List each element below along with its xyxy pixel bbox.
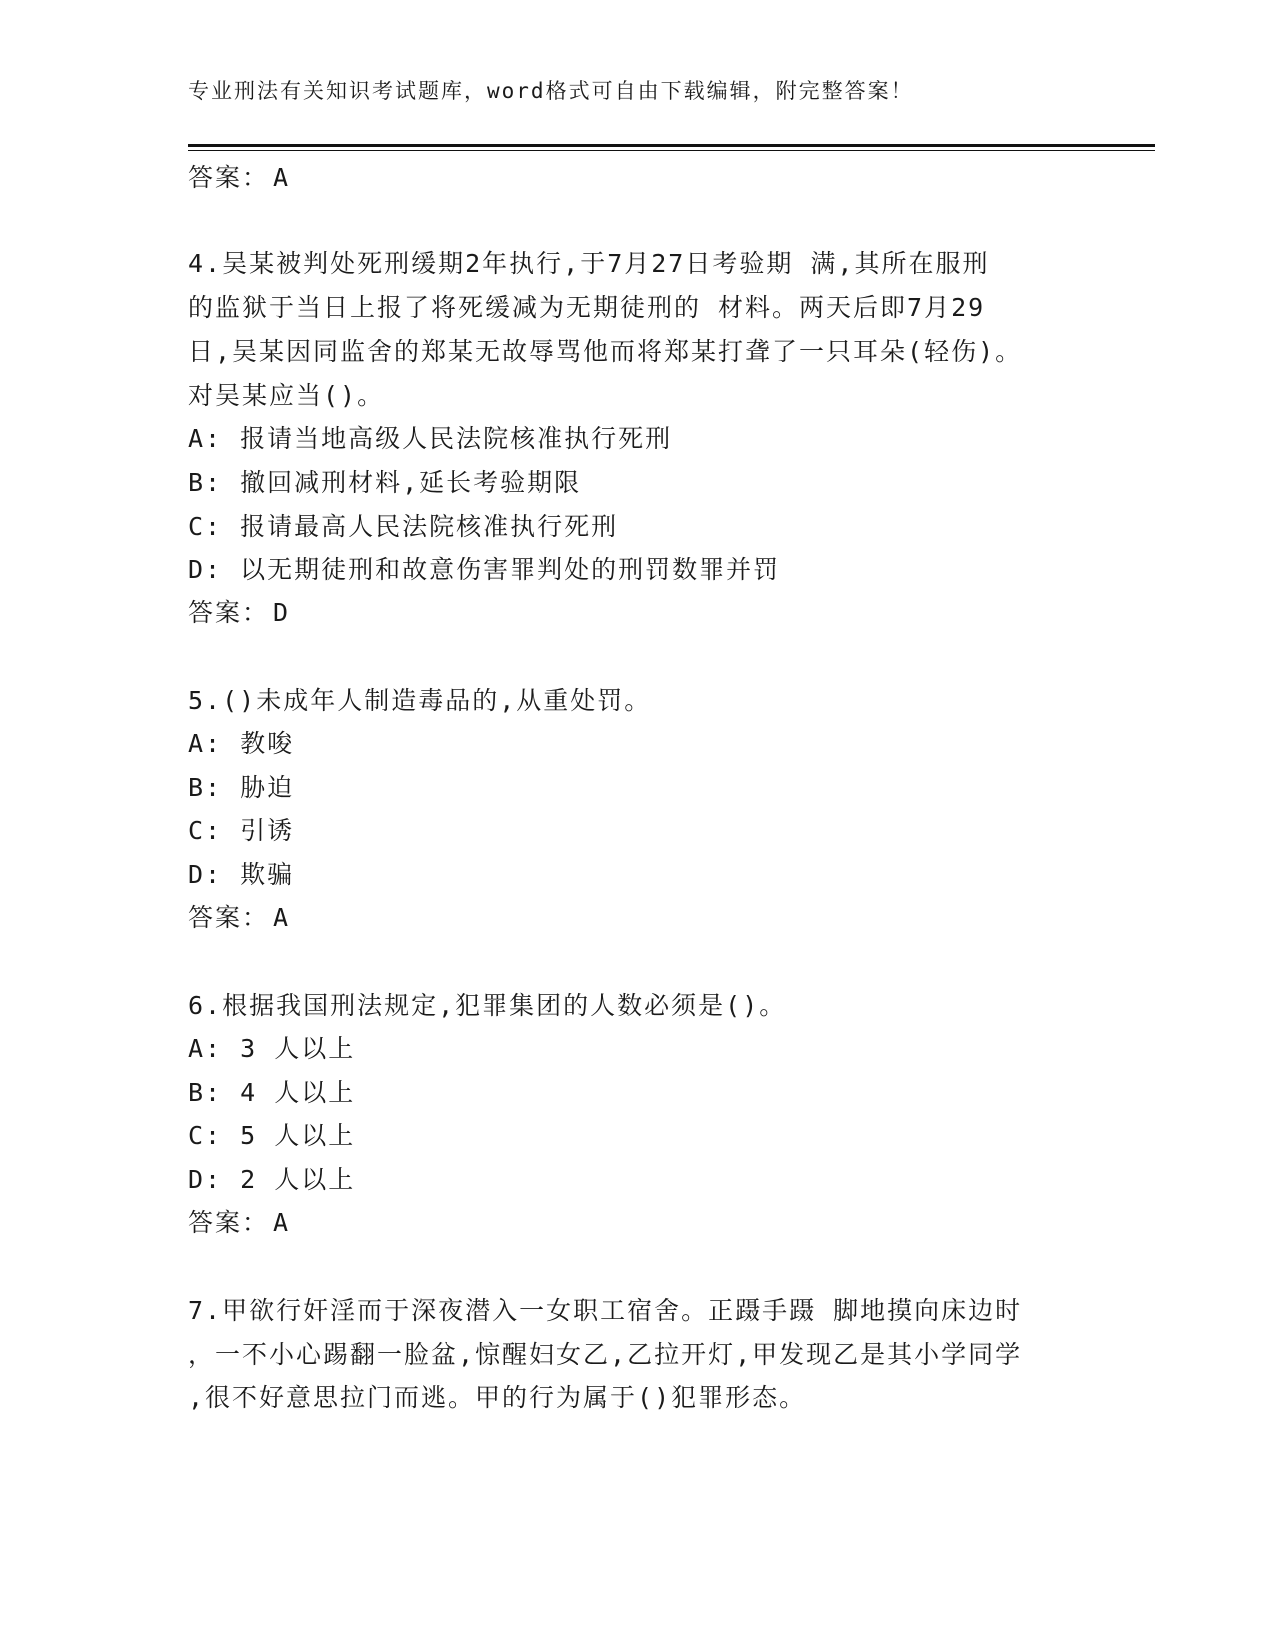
answer-value: D: [273, 598, 289, 627]
question-5-answer: [188, 898, 288, 934]
option-letter: B:: [188, 1078, 223, 1107]
question-4-option-b: [188, 463, 581, 499]
option-text: 2 人以上: [240, 1165, 356, 1194]
option-text: 以无期徒刑和故意伤害罪判处的刑罚数罪并罚: [240, 555, 781, 584]
question-6-answer: [188, 1203, 288, 1239]
option-letter: A:: [188, 729, 223, 758]
answer-label: 答案：: [188, 163, 270, 192]
answer-value: A: [273, 1208, 289, 1237]
question-4-line-3: 日,吴某因同监舍的郑某无故辱骂他而将郑某打聋了一只耳朵(轻伤)。: [188, 337, 1023, 366]
option-letter: C:: [188, 512, 223, 541]
question-5-option-c: [188, 811, 294, 847]
question-6-option-b: [188, 1073, 355, 1109]
question-4-option-d: [188, 550, 780, 586]
answer-line-prev: [188, 158, 288, 194]
header-rule-thin: [188, 150, 1155, 151]
option-text: 胁迫: [240, 773, 295, 802]
answer-label: 答案：: [188, 903, 270, 932]
question-5-line-1: 5.()未成年人制造毒品的,从重处罚。: [188, 686, 652, 715]
option-text: 4 人以上: [240, 1078, 356, 1107]
option-text: 引诱: [240, 816, 295, 845]
option-letter: A:: [188, 1034, 223, 1063]
option-text: 3 人以上: [240, 1034, 356, 1063]
question-7-line-3: ,很不好意思拉门而逃。甲的行为属于()犯罪形态。: [188, 1383, 807, 1412]
question-4-line-2: 的监狱于当日上报了将死缓减为无期徒刑的 材料。两天后即7月29: [188, 293, 986, 322]
option-text: 撤回减刑材料,延长考验期限: [240, 468, 582, 497]
question-5-option-d: [188, 855, 294, 891]
question-6-option-d: [188, 1160, 355, 1196]
answer-value: A: [273, 163, 289, 192]
answer-label: 答案：: [188, 598, 270, 627]
option-letter: C:: [188, 1121, 223, 1150]
question-6-option-c: [188, 1116, 355, 1152]
option-letter: D:: [188, 860, 223, 889]
question-6-option-a: [188, 1029, 355, 1065]
option-letter: C:: [188, 816, 223, 845]
page-header: 专业刑法有关知识考试题库，word格式可自由下载编辑，附完整答案！: [188, 79, 914, 103]
option-letter: B:: [188, 468, 223, 497]
option-letter: B:: [188, 773, 223, 802]
option-text: 报请当地高级人民法院核准执行死刑: [240, 424, 673, 453]
answer-value: A: [273, 903, 289, 932]
question-4-option-a: [188, 419, 672, 455]
option-text: 教唆: [240, 729, 295, 758]
option-letter: A:: [188, 424, 223, 453]
option-text: 欺骗: [240, 860, 295, 889]
option-letter: D:: [188, 555, 223, 584]
question-5-option-a: [188, 724, 294, 760]
header-rule-thick: [188, 144, 1155, 147]
option-letter: D:: [188, 1165, 223, 1194]
question-4-line-4: 对吴某应当()。: [188, 381, 385, 410]
question-7-line-1: 7.甲欲行奸淫而于深夜潜入一女职工宿舍。正蹑手蹑 脚地摸向床边时: [188, 1296, 1023, 1325]
option-text: 5 人以上: [240, 1121, 356, 1150]
option-text: 报请最高人民法院核准执行死刑: [240, 512, 619, 541]
question-4-answer: [188, 593, 288, 629]
question-4-line-1: 4.吴某被判处死刑缓期2年执行,于7月27日考验期 满,其所在服刑: [188, 249, 990, 278]
question-5-option-b: [188, 768, 294, 804]
question-7-line-2: ，一不小心踢翻一脸盆,惊醒妇女乙,乙拉开灯,甲发现乙是其小学同学: [188, 1340, 1023, 1369]
question-6-line-1: 6.根据我国刑法规定,犯罪集团的人数必须是()。: [188, 991, 787, 1020]
answer-label: 答案：: [188, 1208, 270, 1237]
question-4-option-c: [188, 507, 618, 543]
